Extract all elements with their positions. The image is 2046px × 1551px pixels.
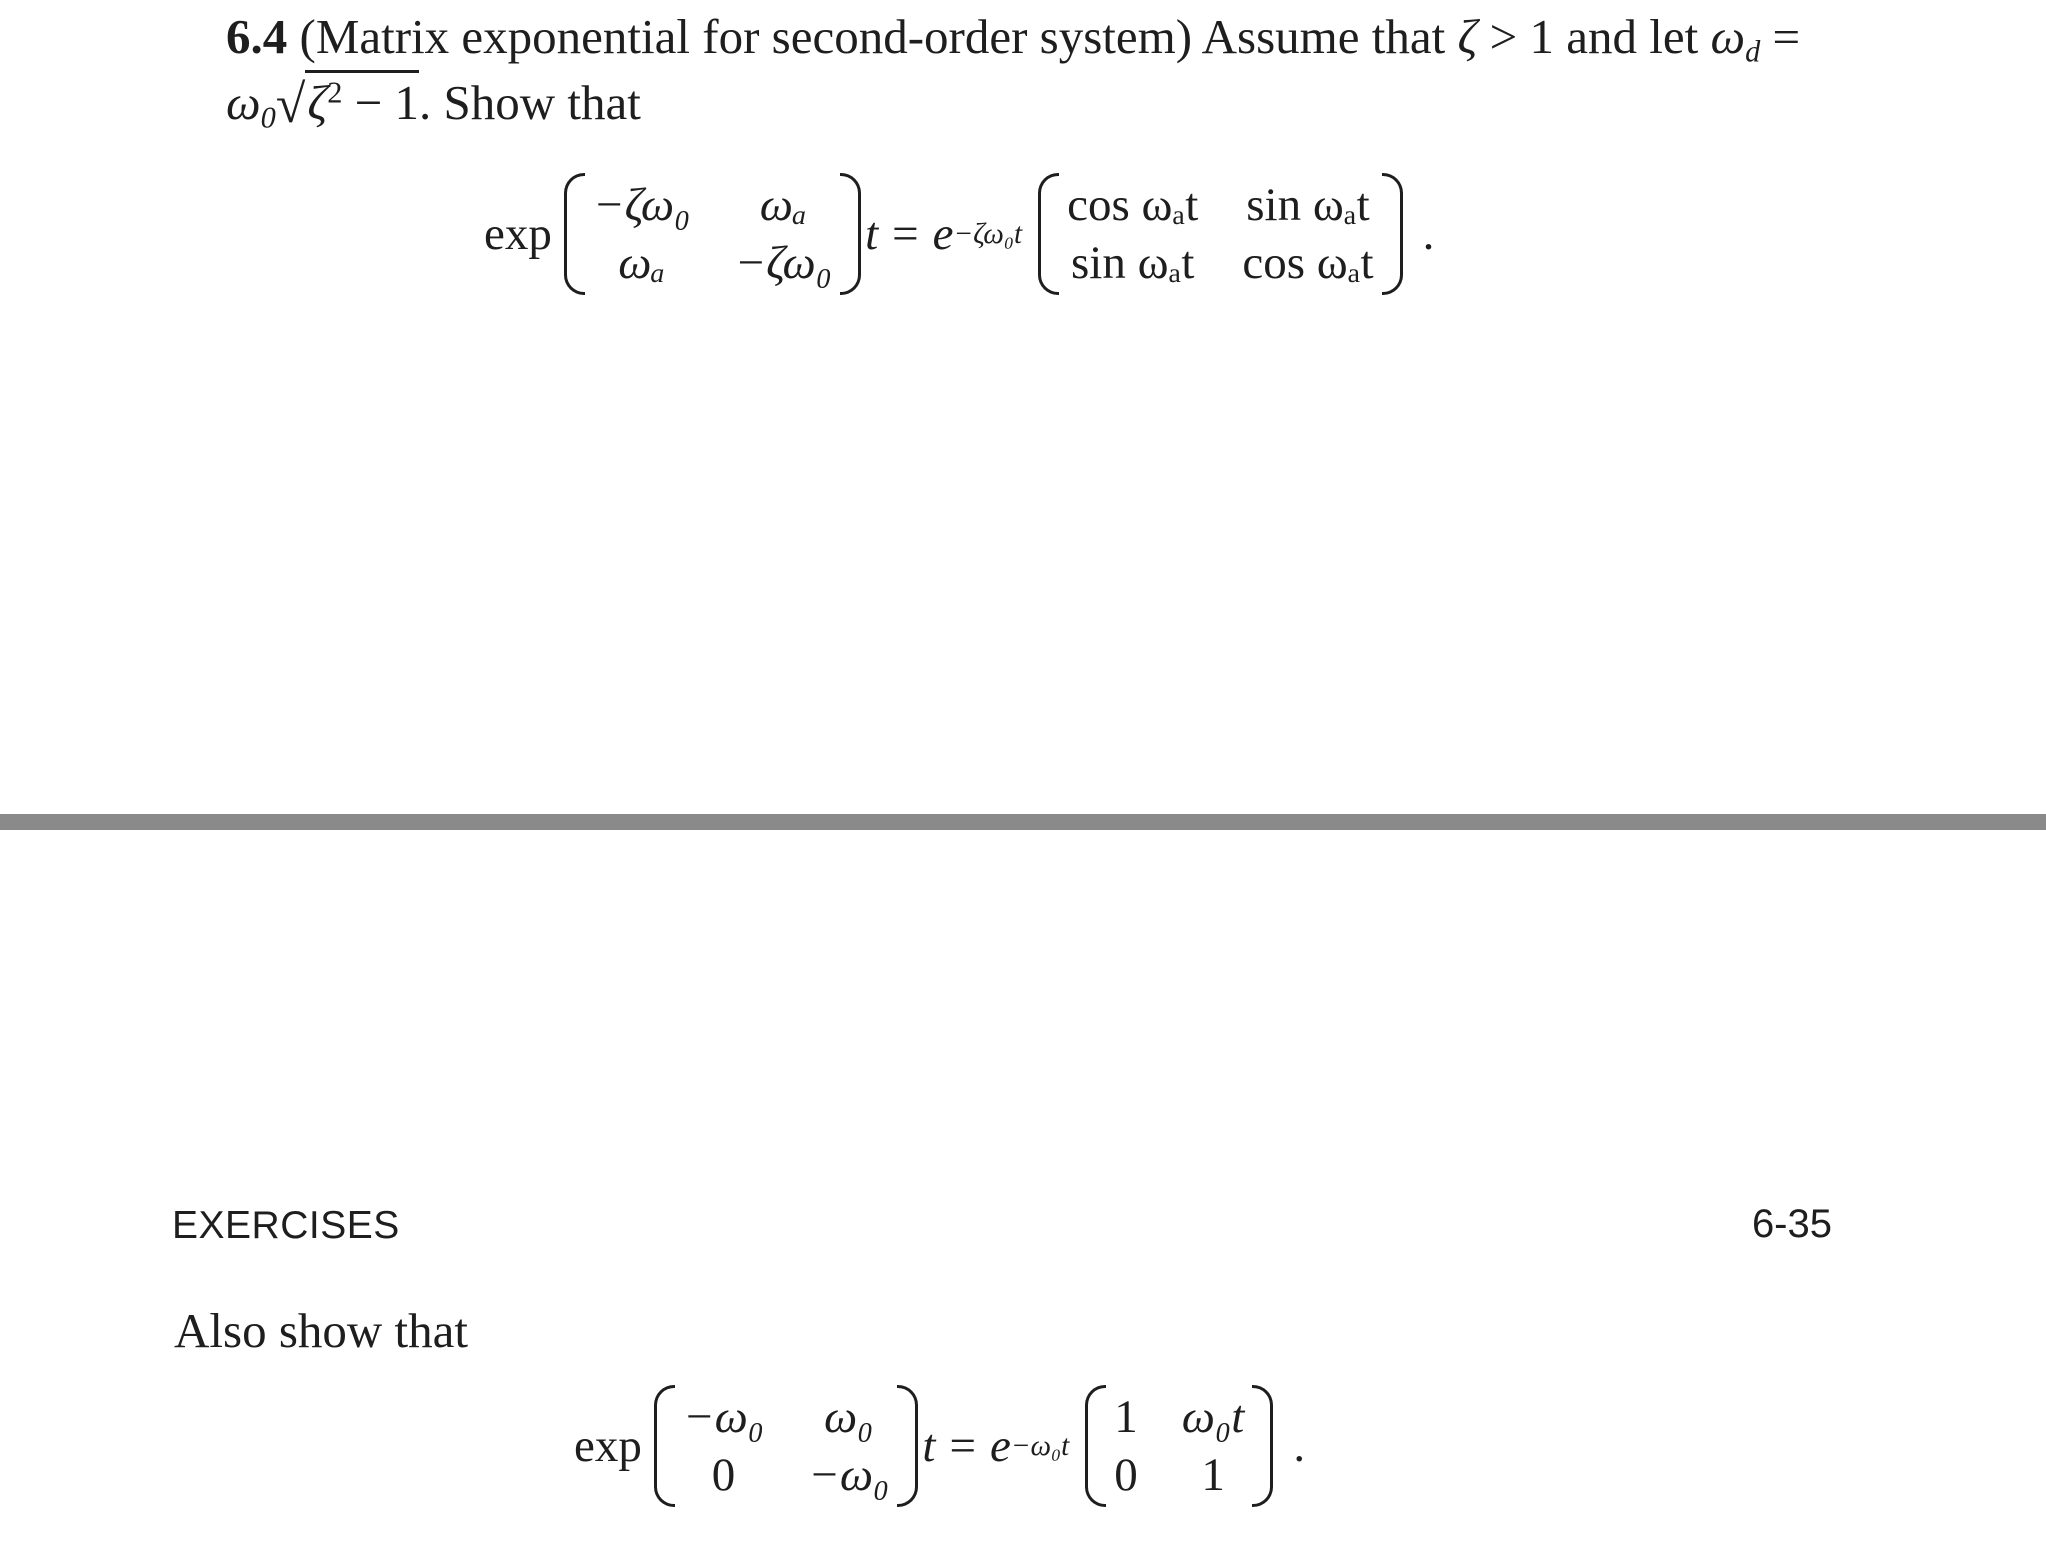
exp-operator: exp: [574, 1420, 642, 1472]
sqrt-icon: √: [275, 74, 306, 135]
equals-sign: =: [1772, 9, 1801, 64]
omega-0-symbol: $\omega_0$: [226, 75, 276, 135]
left-paren: [654, 1385, 675, 1507]
omega-d-symbol: $\omega_d$: [1710, 9, 1761, 69]
right-paren: [1252, 1385, 1273, 1507]
page-divider: [0, 814, 2046, 830]
section-header: EXERCISES: [172, 1204, 400, 1247]
time-variable: t: [922, 1420, 936, 1472]
matrix-cell: sin ωₐt: [1070, 237, 1195, 289]
left-paren: [1038, 173, 1059, 295]
matrix-cell: cos ωₐt: [1067, 179, 1199, 231]
time-variable: t: [865, 208, 879, 260]
matrix-cell: −ω₀: [682, 1391, 765, 1443]
result-matrix-2: [1085, 1385, 1273, 1507]
matrix-cell: −ω₀: [808, 1449, 890, 1501]
matrix-cell: cos ωₐt: [1242, 237, 1374, 289]
right-paren: [897, 1385, 918, 1507]
system-matrix-2: [654, 1385, 919, 1507]
left-paren: [1085, 1385, 1106, 1507]
equals-sign: =: [949, 1420, 976, 1472]
exponent: −ω₀t: [1010, 1429, 1070, 1462]
exponent: −ζω₀t: [953, 217, 1023, 250]
page-number: 6-35: [1751, 1202, 1832, 1246]
also-show-text: Also show that: [174, 1303, 468, 1358]
right-paren: [1382, 173, 1403, 295]
matrix-cell: ω₀: [823, 1391, 874, 1443]
matrix-cell: sin ωₐt: [1246, 179, 1370, 231]
matrix-cell: 1: [1201, 1449, 1225, 1501]
matrix-exponential-equation-1: [484, 166, 1434, 302]
matrix-cell: 1: [1114, 1391, 1138, 1443]
matrix-cell: −ζω₀: [734, 237, 833, 289]
matrix-cell: ωₐ: [759, 179, 807, 231]
equation-period: .: [1422, 208, 1435, 260]
matrix-cell: ω₀t: [1181, 1391, 1245, 1443]
sqrt-radicand: $\zeta^2 - 1$: [305, 70, 419, 130]
matrix-cell: 0: [711, 1449, 736, 1501]
system-matrix-1: [564, 173, 861, 295]
equals-sign: =: [892, 208, 919, 260]
exp-operator: exp: [484, 208, 552, 260]
result-matrix-1: [1038, 173, 1403, 295]
equation-period: .: [1293, 1420, 1306, 1472]
problem-number: 6.4: [226, 9, 288, 64]
matrix-cell: −ζω₀: [592, 179, 691, 231]
problem-intro: (Matrix exponential for second-order system) Assume that: [299, 9, 1446, 64]
one-value: 1: [1529, 9, 1554, 64]
problem-statement: [226, 4, 1906, 137]
and-let-text: and let: [1566, 9, 1699, 64]
matrix-cell: ωₐ: [618, 237, 666, 289]
matrix-exponential-equation-2: [574, 1380, 1305, 1512]
euler-e: e: [989, 1420, 1011, 1472]
right-paren: [840, 173, 861, 295]
zeta-symbol: ζ: [1457, 9, 1478, 64]
left-paren: [564, 173, 585, 295]
matrix-cell: 0: [1114, 1449, 1138, 1501]
euler-e: e: [932, 208, 954, 260]
show-that-text: . Show that: [419, 75, 641, 130]
greater-than: >: [1489, 9, 1518, 64]
